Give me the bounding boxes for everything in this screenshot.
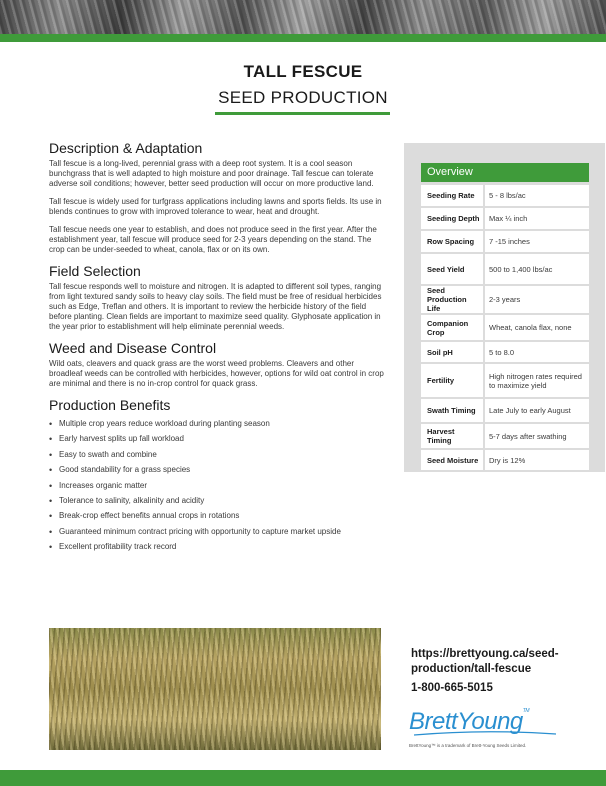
table-row bbox=[421, 450, 589, 470]
phone-number: 1-800-665-5015 bbox=[411, 682, 493, 694]
page-title: TALL FESCUE bbox=[243, 62, 363, 81]
logo-tm: TM bbox=[522, 708, 529, 714]
row-label: Companion Crop bbox=[421, 315, 485, 340]
paragraph: Tall fescue is widely used for turfgrass applications including lawns and sports fields. Its use in blends continues to grow with improved tolerance to wear, heat and drought. bbox=[49, 197, 382, 216]
paragraph: Tall fescue is a long-lived, perennial grass with a deep root system. It is a cool season bunchgrass that is well adapted to high moisture and poor drainage. Tall fescue can tolerate adverse soil conditions; however, better seed production will occur on more productive land. bbox=[49, 159, 374, 188]
row-label: Swath Timing bbox=[421, 399, 485, 422]
row-label: Seed Yield bbox=[421, 254, 485, 284]
section-production-benefits bbox=[49, 397, 385, 558]
list-item: • Excellent profitability track record bbox=[49, 542, 385, 557]
header-grass-photo bbox=[0, 0, 606, 34]
list-item: • Early harvest splits up fall workload bbox=[49, 434, 385, 449]
list-item: • Break-crop effect benefits annual crops in rotations bbox=[49, 511, 385, 526]
row-value: 2-3 years bbox=[489, 295, 521, 304]
row-value: 7 -15 inches bbox=[489, 237, 530, 246]
row-label: Soil pH bbox=[421, 342, 485, 362]
table-row bbox=[421, 342, 589, 362]
table-row bbox=[421, 286, 589, 313]
row-label: Fertility bbox=[421, 364, 485, 397]
row-label: Seeding Depth bbox=[421, 208, 485, 229]
list-item: • Tolerance to salinity, alkalinity and acidity bbox=[49, 496, 385, 511]
page-subtitle: SEED PRODUCTION bbox=[218, 88, 388, 107]
table-row bbox=[421, 185, 589, 206]
table-row bbox=[421, 399, 589, 422]
row-label: Seed Moisture bbox=[421, 450, 485, 470]
section-weed-control bbox=[49, 340, 385, 389]
table-row bbox=[421, 424, 589, 448]
row-value: High nitrogen rates required to maximize yield bbox=[489, 371, 582, 390]
row-label: Seed Production Life bbox=[421, 286, 485, 313]
overview-heading: Overview bbox=[421, 163, 589, 182]
table-row bbox=[421, 315, 589, 340]
logo-text: BrettYoung bbox=[409, 708, 523, 735]
list-item: • Increases organic matter bbox=[49, 481, 385, 496]
logo-swoosh-icon bbox=[414, 731, 556, 737]
row-label: Row Spacing bbox=[421, 231, 485, 252]
table-row bbox=[421, 231, 589, 252]
row-value: Wheat, canola flax, none bbox=[489, 323, 572, 332]
table-row bbox=[421, 254, 589, 284]
title-block bbox=[0, 62, 606, 108]
bottom-green-bar bbox=[0, 770, 606, 786]
overview-panel bbox=[404, 143, 605, 472]
row-label: Seeding Rate bbox=[421, 185, 485, 206]
list-item: • Guaranteed minimum contract pricing with opportunity to capture market upside bbox=[49, 527, 385, 542]
section-field-selection bbox=[49, 263, 385, 332]
row-value: 5 - 8 lbs/ac bbox=[489, 191, 526, 200]
row-value: Dry is 12% bbox=[489, 455, 526, 465]
section-heading: Production Benefits bbox=[49, 397, 171, 413]
title-underline bbox=[215, 112, 390, 115]
tall-fescue-field-photo bbox=[49, 628, 381, 750]
row-value: 5-7 days after swathing bbox=[489, 431, 567, 441]
row-value: 500 to 1,400 lbs/ac bbox=[489, 264, 553, 274]
main-column bbox=[49, 140, 385, 564]
list-item: • Easy to swath and combine bbox=[49, 450, 385, 465]
benefits-list bbox=[49, 419, 385, 558]
row-label: Harvest Timing bbox=[421, 424, 485, 448]
paragraph: Wild oats, cleavers and quack grass are the worst weed problems. Cleavers and other broadleaf weeds can be controlled with herbicides, however, options for wild oat control in crop are minimal and there is no in-crop control for quack grass. bbox=[49, 359, 384, 388]
list-item: • Good standability for a grass species bbox=[49, 465, 385, 480]
contact-block bbox=[411, 647, 601, 694]
top-green-bar bbox=[0, 34, 606, 42]
section-heading: Weed and Disease Control bbox=[49, 340, 217, 356]
website-link[interactable]: https://brettyoung.ca/seed-production/tall-fescue bbox=[411, 648, 559, 675]
list-item: • Multiple crop years reduce workload during planting season bbox=[49, 419, 385, 434]
row-value: 5 to 8.0 bbox=[489, 347, 515, 357]
section-description bbox=[49, 140, 385, 255]
paragraph: Tall fescue needs one year to establish, and does not produce seed in the first year. After the establishment year, tall fescue will produce seed for 2-3 years depending on the stand. The crop can be under-seeded to wheat, canola, flax or on its own. bbox=[49, 225, 377, 254]
section-heading: Description & Adaptation bbox=[49, 140, 203, 156]
row-value: Max ¼ inch bbox=[489, 214, 528, 223]
section-heading: Field Selection bbox=[49, 263, 141, 279]
table-row bbox=[421, 364, 589, 397]
paragraph: Tall fescue responds well to moisture and nitrogen. It is adapted to different soil types, ranging from light textured sandy soils to heavy clay soils. The field must be free of residual herbicides such as Edge, Treflan and others. It is important to review the herbicide history of the field before planting. Clean fields are important to maximize seed quality. Glyphosate application in the year prior to establishment will help eliminate perennial weeds. bbox=[49, 282, 382, 331]
table-row bbox=[421, 208, 589, 229]
overview-table bbox=[421, 185, 589, 472]
trademark-notice: BrettYoung™ is a trademark of Brett-Young Seeds Limited. bbox=[409, 743, 527, 748]
row-value: Late July to early August bbox=[489, 406, 571, 415]
